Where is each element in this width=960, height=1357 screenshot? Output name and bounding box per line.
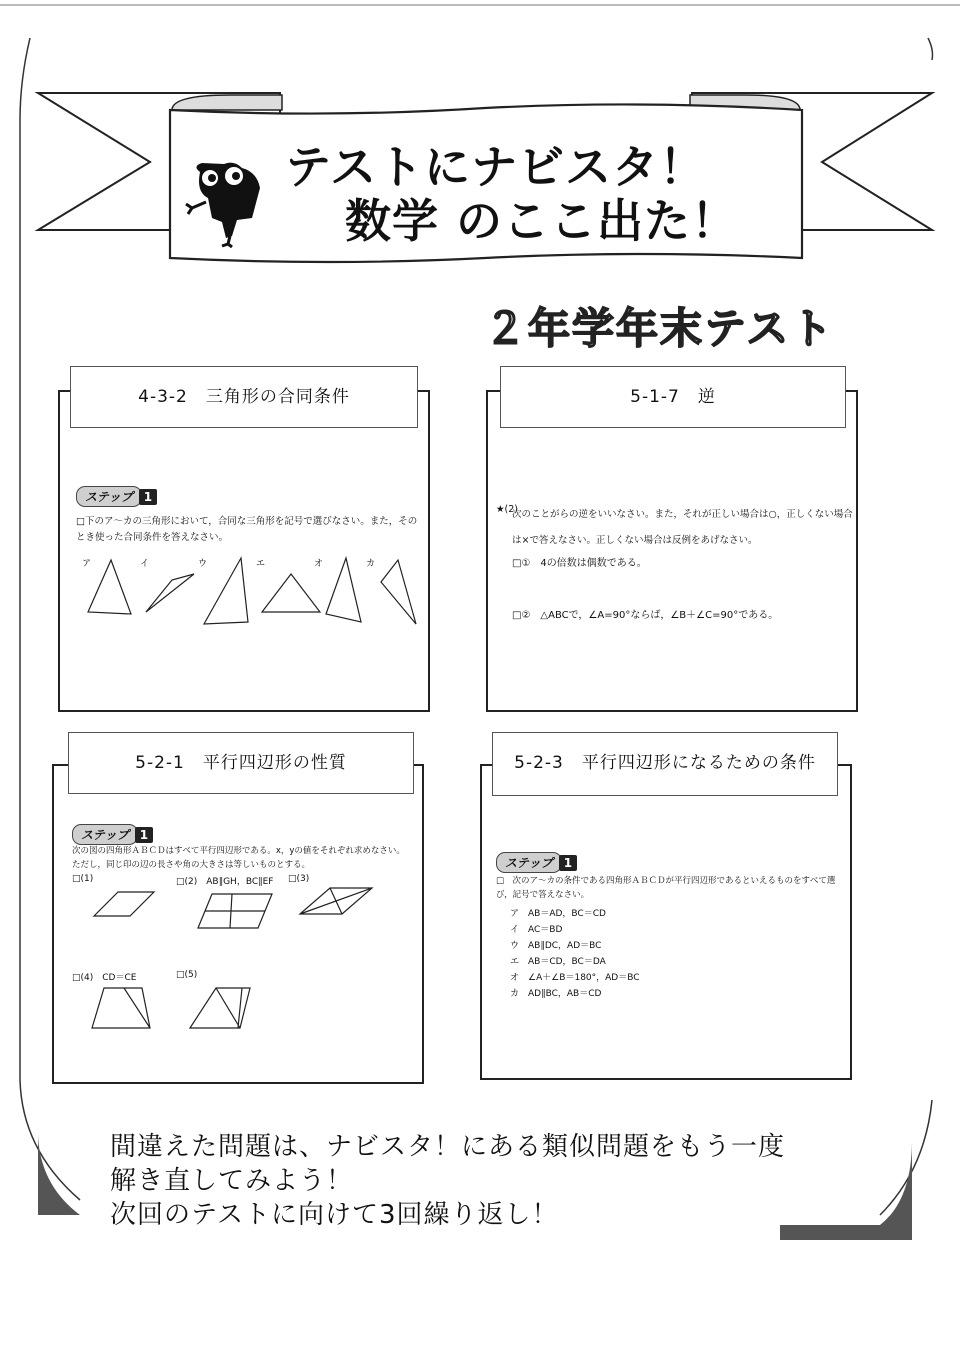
panel-congruence-tab: 4-3-2 三角形の合同条件 bbox=[70, 366, 418, 428]
panel-congruence bbox=[58, 390, 430, 712]
figure-label-ka: カ bbox=[366, 559, 376, 569]
step-badge bbox=[496, 852, 577, 873]
question-number: ★(2) bbox=[496, 504, 518, 515]
step-badge bbox=[72, 824, 153, 845]
panel-converse-tab: 5-1-7 逆 bbox=[500, 366, 846, 428]
question-text: □ 次のア～カの条件である四角形ＡＢＣＤが平行四辺形であるといえるものをすべて選び，記号で答えなさい。 bbox=[496, 876, 836, 900]
step-badge bbox=[76, 486, 157, 507]
figure-label-a: ア bbox=[82, 559, 92, 569]
banner-title bbox=[285, 140, 745, 248]
footer-line3: 次回のテストに向けて3回繰り返し！ bbox=[110, 1200, 559, 1230]
sub-question-5: □(5) bbox=[176, 970, 198, 980]
figure-label-i: イ bbox=[140, 559, 150, 569]
footer-line1: 間違えた問題は、ナビスタ！にある類似問題をもう一度 bbox=[110, 1132, 786, 1162]
condition-option-ka: カ AD∥BC，AB＝CD bbox=[510, 989, 602, 999]
question-item-1: □① 4の倍数は偶数である。 bbox=[512, 558, 647, 569]
frog-mascot-icon bbox=[182, 158, 272, 248]
banner-title-line1: テストにナビスタ！ bbox=[285, 140, 707, 194]
figure-label-u: ウ bbox=[198, 559, 208, 569]
footer-message bbox=[110, 1130, 785, 1232]
step-label: ステップ bbox=[76, 486, 142, 507]
parallelogram-figures bbox=[72, 884, 402, 1044]
sub-question-3: □(3) bbox=[288, 874, 310, 884]
footer-line2: 解き直してみよう！ bbox=[110, 1166, 354, 1196]
question-item-2: □② △ABCで，∠A=90°ならば，∠B＋∠C=90°である。 bbox=[512, 610, 779, 621]
figure-label-o: オ bbox=[314, 559, 324, 569]
step-label: ステップ bbox=[496, 852, 562, 873]
step-label: ステップ bbox=[72, 824, 138, 845]
figure-label-e: エ bbox=[256, 559, 266, 569]
sub-question-4: □(4) CD＝CE bbox=[72, 973, 137, 983]
test-subtitle: ２年学年末テスト bbox=[484, 304, 835, 353]
panel-parallelogram-conditions-tab: 5-2-3 平行四辺形になるための条件 bbox=[492, 732, 838, 796]
sub-question-2: □(2) AB∥GH，BC∥EF bbox=[176, 877, 274, 887]
question-text: □下のア～カの三角形において，合同な三角形を記号で選びなさい。また，そのとき使った合同条件を答えなさい。 bbox=[76, 516, 418, 543]
question-text: 次の図の四角形ＡＢＣＤはすべて平行四辺形である。x，yの値をそれぞれ求めなさい。ただし，同じ印の辺の長さや角の大きさは等しいものとする。 bbox=[72, 846, 405, 870]
step-number: 1 bbox=[135, 827, 153, 843]
step-number: 1 bbox=[559, 855, 577, 871]
panel-parallelogram-properties-tab: 5-2-1 平行四辺形の性質 bbox=[68, 732, 414, 794]
step-number: 1 bbox=[139, 489, 157, 505]
condition-option-i: イ AC＝BD bbox=[510, 925, 563, 935]
banner-title-line2: 数学 のここ出た！ bbox=[345, 194, 739, 248]
condition-option-o: オ ∠A＋∠B＝180°，AD＝BC bbox=[510, 973, 640, 983]
condition-option-e: エ AB＝CD，BC＝DA bbox=[510, 957, 606, 967]
condition-option-u: ウ AB∥DC，AD＝BC bbox=[510, 941, 602, 951]
question-text: 次のことがらの逆をいいなさい。また，それが正しい場合は○，正しくない場合は×で答えなさい。正しくない場合は反例をあげなさい。 bbox=[512, 509, 853, 546]
condition-option-a: ア AB＝AD，BC＝CD bbox=[510, 909, 606, 919]
sub-question-1: □(1) bbox=[72, 874, 94, 884]
